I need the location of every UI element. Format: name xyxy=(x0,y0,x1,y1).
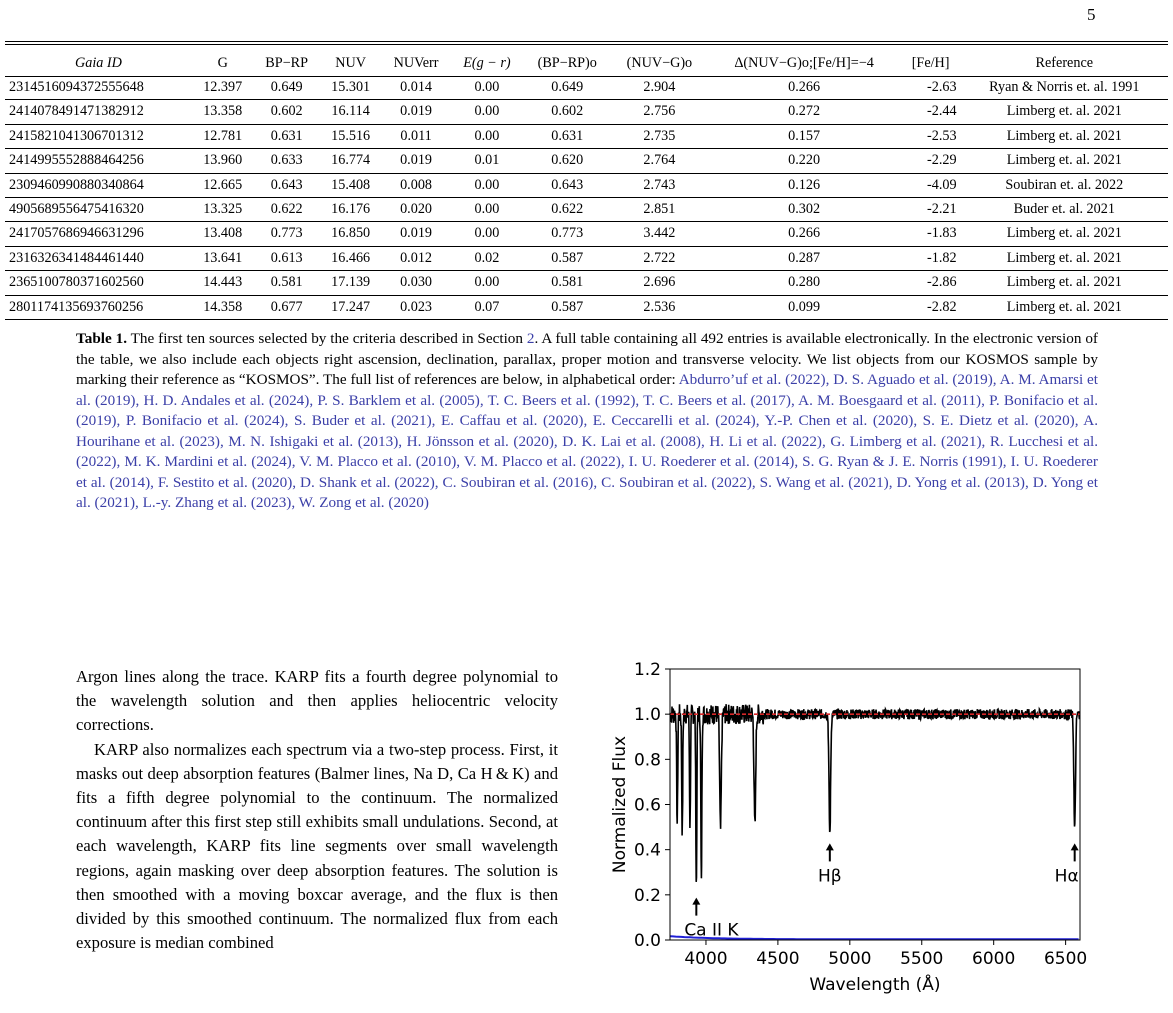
table-row xyxy=(5,76,1168,100)
table-cell: 0.613 xyxy=(253,246,319,270)
y-tick-label: 0.8 xyxy=(633,750,661,771)
spectrum-line xyxy=(670,704,1080,882)
table-cell: 0.633 xyxy=(253,149,319,173)
caption-text-2: . A full table containing all 492 entries is available electronically. In the electronic version of the table, we also include each objects right ascension, declination, parallax, proper motion and transverse velocity. We list objects from our KOSMOS sample by marking their reference as “KOSMOS”. The full list of references are below, in alphabetical order: xyxy=(76,330,1098,388)
table-cell: 0.643 xyxy=(523,173,611,197)
table-row xyxy=(5,222,1168,246)
table-cell: 0.02 xyxy=(451,246,524,270)
table-cell: -4.09 xyxy=(901,173,961,197)
reference-list[interactable]: Abdurro’uf et al. (2022), D. S. Aguado et al. (2019), A. M. Amarsi et al. (2019), H. D. Andales et al. (2024), P. S. Barklem et al. (2005), T. C. Beers et al. (1992), T. C. Beers et al. (2017), A. M. Boesgaard et al. (2011), P. Bonifacio et al. (2019), P. Bonifacio et al. (2024), S. Buder et al. (2021), E. Caffau et al. (2020), E. Ceccarelli et al. (2024), Y.-P. Chen et al. (2020), S. E. Dietz et al. (2020), A. Hourihane et al. (2023), M. N. Ishigaki et al. (2013), H. Jönsson et al. (2020), D. K. Lai et al. (2008), H. Li et al. (2022), G. Limberg et al. (2021), R. Lucchesi et al. (2022), M. K. Mardini et al. (2024), V. M. Placco et al. (2010), V. M. Placco et al. (2022), I. U. Roederer et al. (2014), S. G. Ryan & J. E. Norris (1991), I. U. Roederer et al. (2014), F. Sestito et al. (2020), D. Shank et al. (2022), C. Soubiran et al. (2016), C. Soubiran et al. (2022), S. Wang et al. (2021), D. Yong et al. (2013), D. Yong et al. (2021), L.-y. Zhang et al. (2023), W. Zong et al. (2020) xyxy=(76,371,1098,511)
table-cell: Limberg et. al. 2021 xyxy=(961,246,1168,270)
table-caption xyxy=(76,329,1098,514)
table-cell: 0.287 xyxy=(708,246,901,270)
table-cell: 0.220 xyxy=(708,149,901,173)
table-cell: 14.358 xyxy=(192,295,254,319)
table-cell: -1.83 xyxy=(901,222,961,246)
table-cell: 2.735 xyxy=(611,124,707,148)
table-cell: 0.019 xyxy=(381,100,450,124)
table-cell: 0.581 xyxy=(523,271,611,295)
table-cell: Limberg et. al. 2021 xyxy=(961,149,1168,173)
col-nuv-err: NUVerr xyxy=(393,55,439,72)
table-cell: 13.641 xyxy=(192,246,254,270)
table-top-rule-2 xyxy=(5,44,1168,45)
table-cell: 0.280 xyxy=(708,271,901,295)
col-nuv-g-o: (NUV−G)o xyxy=(626,55,693,72)
paragraph-1: Argon lines along the trace. KARP fits a fourth degree polynomial to the wavelength solution and then applies heliocentric velocity corrections. xyxy=(76,667,558,735)
x-tick-label: 5500 xyxy=(900,949,944,969)
table-cell: 0.00 xyxy=(451,124,524,148)
table-cell: 0.011 xyxy=(381,124,450,148)
table-row xyxy=(5,173,1168,197)
table-cell: 0.677 xyxy=(253,295,319,319)
table-cell: 0.631 xyxy=(253,124,319,148)
annotation-arrowhead xyxy=(1071,843,1079,850)
x-tick-label: 5000 xyxy=(828,949,872,969)
table-row xyxy=(5,124,1168,148)
x-tick-label: 6500 xyxy=(1043,949,1088,969)
table-cell: 0.622 xyxy=(523,198,611,222)
paragraph-2: KARP also normalizes each spectrum via a two-step process. First, it masks out deep absorption features (Balmer lines, Na D, Ca H & K) and fits a fifth degree polynomial to the continuum. The normalized continuum after this first step still exhibits small undulations. Second, at each wavelength, KARP fits line segments over small wavelength regions, again masking over deep absorption features. The solution is then smoothed with a moving boxcar average, and the flux is then divided by this smoothed continuum. The normalized flux from each exposure is median combined xyxy=(76,739,558,953)
table-row xyxy=(5,271,1168,295)
table-cell: -2.21 xyxy=(901,198,961,222)
table-cell: 0.773 xyxy=(253,222,319,246)
x-tick-label: 4500 xyxy=(756,949,800,969)
table-cell: 0.07 xyxy=(451,295,524,319)
table-cell: 12.781 xyxy=(192,124,254,148)
table-cell: 0.012 xyxy=(381,246,450,270)
col-g: G xyxy=(217,55,228,72)
table-cell: 14.443 xyxy=(192,271,254,295)
table-row xyxy=(5,149,1168,173)
y-tick-label: 0.4 xyxy=(633,840,661,861)
table-cell: 0.00 xyxy=(451,271,524,295)
table-cell: 2.764 xyxy=(611,149,707,173)
table-cell: 0.266 xyxy=(708,76,901,100)
annotation-label: Hβ xyxy=(818,866,842,887)
table-cell: 0.302 xyxy=(708,198,901,222)
table-cell: -2.53 xyxy=(901,124,961,148)
table-cell: 17.247 xyxy=(320,295,382,319)
table-cell: 13.960 xyxy=(192,149,254,173)
annotation-label: Ca II K xyxy=(684,920,739,941)
table-cell: 2.743 xyxy=(611,173,707,197)
table-cell: 3.442 xyxy=(611,222,707,246)
table-cell: 0.266 xyxy=(708,222,901,246)
col-nuv: NUV xyxy=(335,55,366,72)
table-cell: 4905689556475416320 xyxy=(5,198,192,222)
table-cell: 2316326341484461440 xyxy=(5,246,192,270)
table-cell: Soubiran et. al. 2022 xyxy=(961,173,1168,197)
table-cell: 0.00 xyxy=(451,198,524,222)
col-fe-h: [Fe/H] xyxy=(911,55,950,72)
table-cell: 16.176 xyxy=(320,198,382,222)
table-cell: 2417057686946631296 xyxy=(5,222,192,246)
table-row xyxy=(5,246,1168,270)
table-cell: 2801174135693760256 xyxy=(5,295,192,319)
table-cell: Limberg et. al. 2021 xyxy=(961,100,1168,124)
table-cell: 0.030 xyxy=(381,271,450,295)
table-row xyxy=(5,198,1168,222)
x-tick-label: 6000 xyxy=(972,949,1016,969)
annotation-arrowhead xyxy=(692,898,700,905)
table-cell: 0.649 xyxy=(253,76,319,100)
x-tick-label: 4000 xyxy=(684,949,728,969)
table-cell: 2309460990880340864 xyxy=(5,173,192,197)
body-text xyxy=(76,665,558,955)
table-row xyxy=(5,295,1168,319)
table-header-rule xyxy=(5,76,1168,77)
table-cell: 0.008 xyxy=(381,173,450,197)
table-cell: 17.139 xyxy=(320,271,382,295)
table-cell: 0.773 xyxy=(523,222,611,246)
table-cell: 0.643 xyxy=(253,173,319,197)
table-cell: 0.014 xyxy=(381,76,450,100)
table-cell: 15.301 xyxy=(320,76,382,100)
col-bp-rp: BP−RP xyxy=(265,55,309,72)
table-cell: 0.272 xyxy=(708,100,901,124)
table-cell: -2.82 xyxy=(901,295,961,319)
table-cell: 0.019 xyxy=(381,149,450,173)
table-cell: 0.581 xyxy=(253,271,319,295)
col-gaia-id: Gaia ID xyxy=(75,55,122,72)
caption-text: The first ten sources selected by the criteria described in Section xyxy=(127,330,527,347)
col-reference: Reference xyxy=(1035,55,1094,72)
table-cell: 0.099 xyxy=(708,295,901,319)
y-tick-label: 0.6 xyxy=(633,795,661,816)
table-cell: Limberg et. al. 2021 xyxy=(961,124,1168,148)
table-row xyxy=(5,100,1168,124)
table-cell: -2.63 xyxy=(901,76,961,100)
table-cell: 0.620 xyxy=(523,149,611,173)
table-cell: 2.722 xyxy=(611,246,707,270)
y-axis-label: Normalized Flux xyxy=(610,735,630,874)
table-cell: 0.587 xyxy=(523,246,611,270)
table-cell: 0.602 xyxy=(253,100,319,124)
table-cell: 0.00 xyxy=(451,100,524,124)
table-cell: 2414078491471382912 xyxy=(5,100,192,124)
table-cell: 0.00 xyxy=(451,222,524,246)
col-delta-nuv-g: Δ(NUV−G)o;[Fe/H]=−4 xyxy=(734,55,874,72)
table-cell: Ryan & Norris et. al. 1991 xyxy=(961,76,1168,100)
x-axis-label: Wavelength (Å) xyxy=(809,975,941,995)
table-cell: 0.631 xyxy=(523,124,611,148)
table-cell: 15.408 xyxy=(320,173,382,197)
table-cell: -2.86 xyxy=(901,271,961,295)
data-table xyxy=(5,52,1168,320)
spectrum-figure xyxy=(598,655,1173,1008)
caption-label: Table 1. xyxy=(76,330,128,347)
table-cell: 2.536 xyxy=(611,295,707,319)
page-number: 5 xyxy=(1087,5,1096,24)
col-bp-rp-o: (BP−RP)o xyxy=(537,55,597,72)
col-egr: E(g − r) xyxy=(463,55,511,72)
table-cell: 0.01 xyxy=(451,149,524,173)
table-cell: 16.774 xyxy=(320,149,382,173)
table-cell: 2314516094372555648 xyxy=(5,76,192,100)
table-cell: 0.00 xyxy=(451,173,524,197)
table-cell: 13.325 xyxy=(192,198,254,222)
spectrum-chart xyxy=(598,655,1173,1008)
table-cell: 13.408 xyxy=(192,222,254,246)
table-cell: 0.023 xyxy=(381,295,450,319)
table-cell: 16.114 xyxy=(320,100,382,124)
table-cell: 0.649 xyxy=(523,76,611,100)
table-cell: 16.466 xyxy=(320,246,382,270)
table-cell: 2.756 xyxy=(611,100,707,124)
table-cell: Limberg et. al. 2021 xyxy=(961,295,1168,319)
table-cell: 12.397 xyxy=(192,76,254,100)
table-cell: Buder et. al. 2021 xyxy=(961,198,1168,222)
table-cell: -2.29 xyxy=(901,149,961,173)
annotation-label: Hα xyxy=(1054,866,1079,887)
y-tick-label: 1.0 xyxy=(633,705,661,726)
y-tick-label: 0.0 xyxy=(633,931,661,951)
table-cell: 2.904 xyxy=(611,76,707,100)
table-cell: Limberg et. al. 2021 xyxy=(961,271,1168,295)
table-cell: 0.602 xyxy=(523,100,611,124)
table-cell: 12.665 xyxy=(192,173,254,197)
table-cell: 0.019 xyxy=(381,222,450,246)
table-top-rule xyxy=(5,41,1168,42)
table-cell: 16.850 xyxy=(320,222,382,246)
section-link[interactable]: 2 xyxy=(526,330,535,347)
table-cell: 15.516 xyxy=(320,124,382,148)
table-cell: 0.157 xyxy=(708,124,901,148)
table-cell: 0.00 xyxy=(451,76,524,100)
annotation-arrowhead xyxy=(826,843,834,850)
y-tick-label: 1.2 xyxy=(633,660,661,680)
table-cell: 13.358 xyxy=(192,100,254,124)
table-cell: 2365100780371602560 xyxy=(5,271,192,295)
table-cell: 0.126 xyxy=(708,173,901,197)
table-cell: 2415821041306701312 xyxy=(5,124,192,148)
y-tick-label: 0.2 xyxy=(633,885,661,906)
table-cell: 2.851 xyxy=(611,198,707,222)
table-cell: 0.587 xyxy=(523,295,611,319)
table-cell: 2.696 xyxy=(611,271,707,295)
table-header-row xyxy=(5,52,1168,76)
table-cell: 0.020 xyxy=(381,198,450,222)
table-cell: 0.622 xyxy=(253,198,319,222)
table-cell: 2414995552888464256 xyxy=(5,149,192,173)
table-cell: Limberg et. al. 2021 xyxy=(961,222,1168,246)
table-cell: -2.44 xyxy=(901,100,961,124)
table-cell: -1.82 xyxy=(901,246,961,270)
